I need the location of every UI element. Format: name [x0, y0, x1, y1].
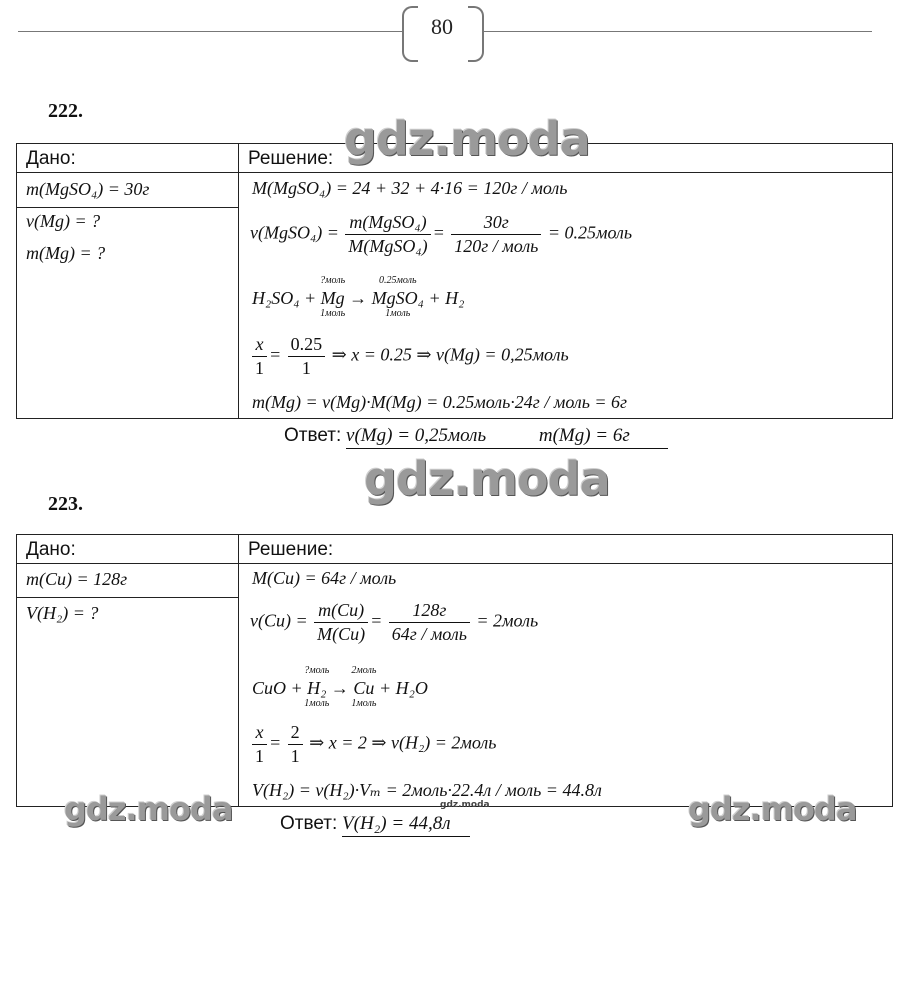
watermark-logo: gdz.moda — [688, 790, 857, 828]
amount-fraction-formula: $\frac{\text{m(MgSO₄)}}{\text{M(MgSO₄)}}$ — [345, 212, 430, 257]
given-unknown-amount: ν(Mg) = ? — [26, 211, 101, 231]
proportion-line: $\frac{x}{1}$ = $\frac{0.25}{1}$ ⇒ x = 0.25 ⇒ ν(Mg) = 0,25моль — [250, 334, 569, 379]
watermark-logo-small: gdz.moda — [440, 800, 490, 810]
solution-header: Решение: — [248, 148, 334, 169]
amount-fraction-values: $\frac{128г}{\text{64г / моль}}$ — [389, 600, 470, 645]
molar-mass-line: M(Cu) = 64г / моль — [252, 568, 397, 588]
watermark-logo: gdz.moda — [344, 112, 590, 166]
header-rule-right — [482, 31, 872, 32]
reaction-equation: H₂SO₄ + ?моль Mg 1моль → 0.25моль MgSO₄ 1моль + H₂ — [252, 275, 465, 319]
answer-223: Ответ: V(H₂) = 44,8л — [280, 813, 470, 837]
mass-line: m(Mg) = ν(Mg)·M(Mg) = 0.25моль·24г / моль = 6г — [252, 392, 628, 412]
proportion-line: $\frac{x}{1}$ = $\frac{2}{1}$ ⇒ x = 2 ⇒ ν(H₂) = 2моль — [250, 722, 496, 767]
answer-222: Ответ: ν(Mg) = 0,25моль m(Mg) = 6г — [284, 425, 668, 449]
watermark-logo: gdz.moda — [364, 452, 610, 506]
reaction-cu: 2моль Cu 1моль — [351, 665, 377, 709]
given-mass: m(Cu) = 128г — [26, 569, 128, 589]
amount-line: ν(MgSO₄) = $\frac{\text{m(MgSO₄)}}{\text{M(MgSO₄)}}$ = $\frac{30г}{\text{120г / моль}}$ = 0.25моль — [250, 212, 633, 256]
reaction-equation: CuO + ?моль H₂ 1моль → 2моль Cu 1моль + H₂O — [252, 665, 428, 709]
reaction-salt: 0.25моль MgSO₄ 1моль — [371, 275, 424, 319]
table-divider-header — [16, 172, 893, 173]
table-divider-vertical — [238, 143, 239, 419]
page-number-bracket-right — [468, 6, 484, 62]
amount-line: ν(Cu) = $\frac{m(Cu)}{M(Cu)}$ = $\frac{128г}{\text{64г / моль}}$ = 2моль — [250, 600, 539, 644]
given-header: Дано: — [26, 148, 76, 169]
given-header: Дано: — [26, 539, 76, 560]
table-divider-given — [16, 207, 238, 208]
given-unknown-mass: m(Mg) = ? — [26, 243, 106, 263]
page-number: 80 — [431, 14, 453, 39]
given-mass: m(MgSO₄) = 30г — [26, 179, 150, 199]
table-divider-vertical — [238, 534, 239, 807]
watermark-logo: gdz.moda — [64, 790, 233, 828]
reaction-h2: ?моль H₂ 1моль — [304, 665, 330, 709]
given-unknown-volume: V(H₂) = ? — [26, 603, 99, 623]
problem-number-222: 222. — [48, 100, 83, 122]
table-divider-given — [16, 597, 238, 598]
molar-mass-line: M(MgSO₄) = 24 + 32 + 4·16 = 120г / моль — [252, 178, 568, 198]
volume-line: V(H₂) = ν(H₂)·Vₘ = 2моль·22.4л / моль = 44.8л — [252, 780, 602, 800]
table-divider-header — [16, 563, 893, 564]
problem-number-223: 223. — [48, 493, 83, 515]
amount-fraction-formula: $\frac{m(Cu)}{M(Cu)}$ — [314, 600, 368, 645]
header-rule-left — [18, 31, 402, 32]
solution-header: Решение: — [248, 539, 334, 560]
amount-fraction-values: $\frac{30г}{\text{120г / моль}}$ — [451, 212, 541, 257]
reaction-mg: ?моль Mg 1моль — [320, 275, 346, 319]
